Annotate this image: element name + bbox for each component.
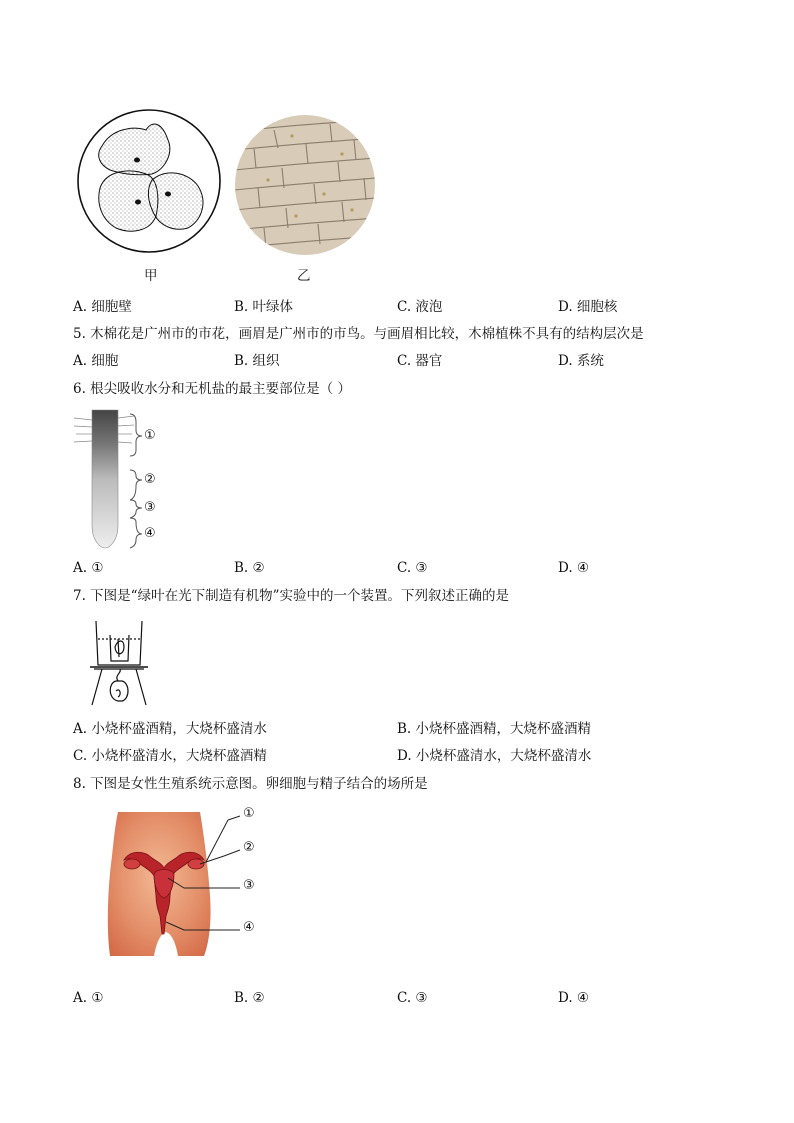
plant-cell-figure xyxy=(234,114,376,256)
q6-option-a[interactable]: A. ① xyxy=(73,560,104,576)
q7-option-d[interactable]: D. 小烧杯盛清水，大烧杯盛清水 xyxy=(397,748,592,764)
q4-option-b[interactable]: B. 叶绿体 xyxy=(234,299,294,315)
q7-option-c[interactable]: C. 小烧杯盛清水，大烧杯盛酒精 xyxy=(73,748,267,764)
animal-cell-figure xyxy=(76,108,222,254)
reproductive-label-1: ① xyxy=(243,806,255,821)
q5-option-c[interactable]: C. 器官 xyxy=(397,353,443,369)
root-label-2: ② xyxy=(144,472,156,487)
q4-option-d[interactable]: D. 细胞核 xyxy=(558,299,618,315)
q6-option-c[interactable]: C. ③ xyxy=(397,560,428,576)
q7-option-b[interactable]: B. 小烧杯盛酒精，大烧杯盛酒精 xyxy=(397,721,592,737)
q5-stem: 5. 木棉花是广州市的市花，画眉是广州市的市鸟。与画眉相比较，木棉植株不具有的结构层次是 xyxy=(73,326,644,342)
figure-label-jia: 甲 xyxy=(144,268,158,284)
reproductive-label-4: ④ xyxy=(243,920,255,935)
q6-option-b[interactable]: B. ② xyxy=(234,560,265,576)
reproductive-label-2: ② xyxy=(243,840,255,855)
q5-option-d[interactable]: D. 系统 xyxy=(558,353,604,369)
figure-label-yi: 乙 xyxy=(297,268,311,284)
q8-option-c[interactable]: C. ③ xyxy=(397,990,428,1006)
q4-option-a[interactable]: A. 细胞壁 xyxy=(73,299,132,315)
q5-option-b[interactable]: B. 组织 xyxy=(234,353,280,369)
q7-option-a[interactable]: A. 小烧杯盛酒精，大烧杯盛清水 xyxy=(73,721,267,737)
reproductive-label-3: ③ xyxy=(243,878,255,893)
q8-option-b[interactable]: B. ② xyxy=(234,990,265,1006)
q7-stem: 7. 下图是“绿叶在光下制造有机物”实验中的一个装置。下列叙述正确的是 xyxy=(73,588,509,604)
root-label-4: ④ xyxy=(144,526,156,541)
q6-stem: 6. 根尖吸收水分和无机盐的最主要部位是（ ） xyxy=(73,381,351,397)
water-bath-apparatus-figure xyxy=(88,617,150,707)
root-label-3: ③ xyxy=(144,500,156,515)
q8-option-a[interactable]: A. ① xyxy=(73,990,104,1006)
q8-option-d[interactable]: D. ④ xyxy=(558,990,590,1006)
q5-option-a[interactable]: A. 细胞 xyxy=(73,353,119,369)
q8-stem: 8. 下图是女性生殖系统示意图。卵细胞与精子结合的场所是 xyxy=(73,776,428,792)
q4-option-c[interactable]: C. 液泡 xyxy=(397,299,443,315)
root-label-1: ① xyxy=(144,428,156,443)
female-reproductive-system-figure xyxy=(104,806,264,958)
q6-option-d[interactable]: D. ④ xyxy=(558,560,590,576)
